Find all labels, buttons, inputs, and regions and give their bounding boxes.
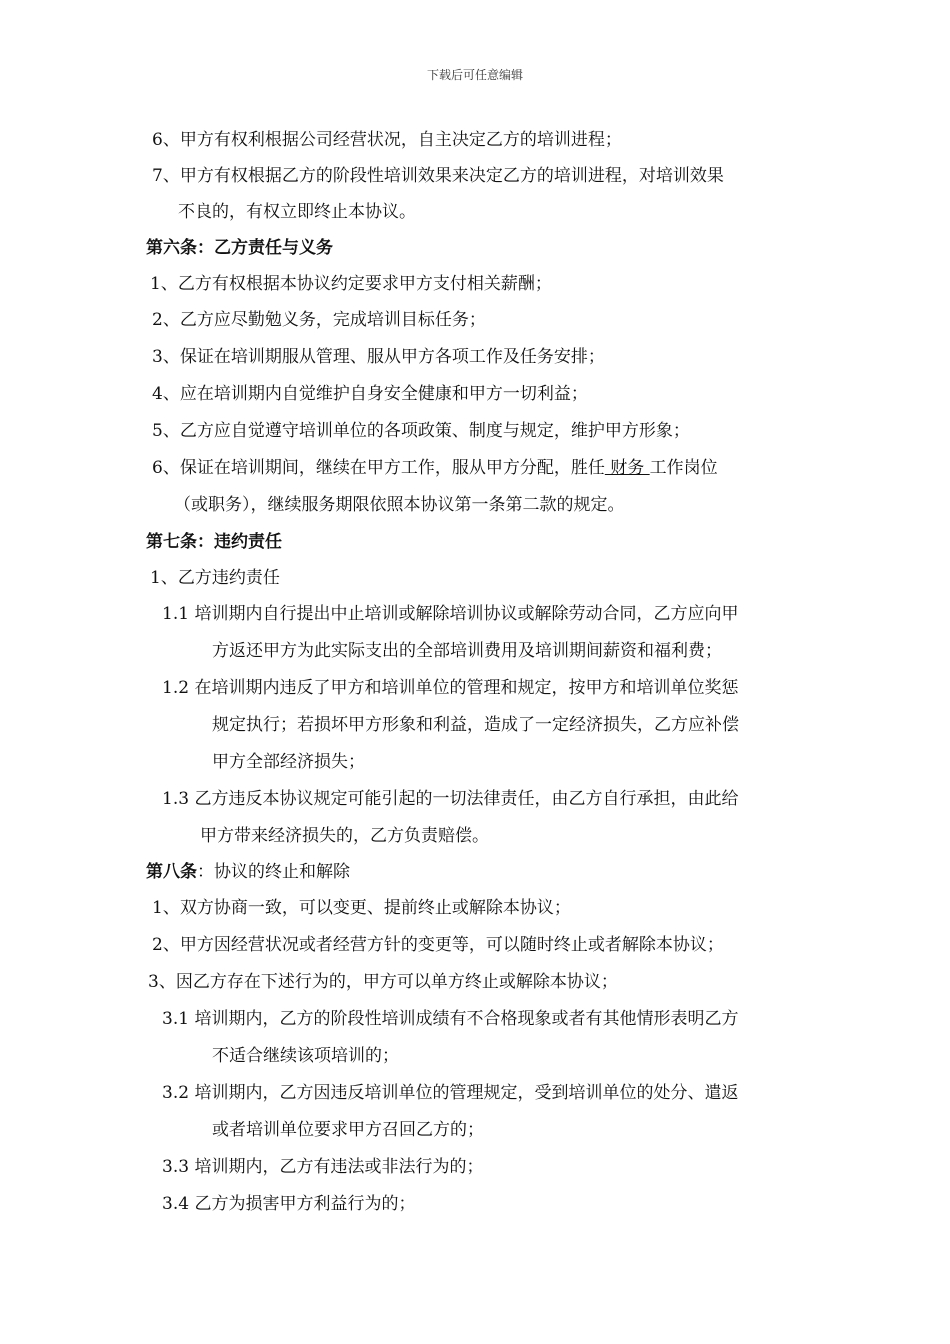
section-heading-8 xyxy=(146,860,350,884)
clause-list-item: 2、甲方因经营状况或者经营方针的变更等，可以随时终止或者解除本协议； xyxy=(152,935,724,955)
sub-clause-cont: 甲方带来经济损失的，乙方负责赔偿。 xyxy=(200,826,489,846)
job-post-blank: 财务 xyxy=(604,458,650,478)
sub-clause: 3.3 培训期内，乙方有违法或非法行为的； xyxy=(162,1157,484,1177)
clause-list-item: 2、乙方应尽勤勉义务，完成培训目标任务； xyxy=(152,310,486,330)
sub-clause-cont: 或者培训单位要求甲方召回乙方的； xyxy=(212,1120,484,1140)
clause-list-item: 3、因乙方存在下述行为的，甲方可以单方终止或解除本协议； xyxy=(148,972,618,992)
clause-list-item xyxy=(152,456,718,480)
clause-6-1: 6、甲方有权利根据公司经营状况，自主决定乙方的培训进程； xyxy=(152,130,622,150)
clause-list-item: 3、保证在培训期服从管理、服从甲方各项工作及任务安排； xyxy=(152,347,605,367)
section-label: 第八条 xyxy=(146,862,197,882)
sub-clause: 3.1 培训期内，乙方的阶段性培训成绩有不合格现象或者有其他情形表明乙方 xyxy=(162,1009,739,1029)
sub-clause-cont: 方返还甲方为此实际支出的全部培训费用及培训期间薪资和福利费； xyxy=(212,641,722,661)
clause-list-item: 5、乙方应自觉遵守培训单位的各项政策、制度与规定，维护甲方形象； xyxy=(152,421,690,441)
clause-list-item: 1、乙方违约责任 xyxy=(150,568,280,588)
clause-list-item: 1、双方协商一致，可以变更、提前终止或解除本协议； xyxy=(152,898,571,918)
sub-clause-cont: 规定执行；若损坏甲方形象和利益，造成了一定经济损失，乙方应补偿 xyxy=(212,715,739,735)
sub-clause-cont: 甲方全部经济损失； xyxy=(212,752,365,772)
section-heading-7: 第七条：违约责任 xyxy=(146,532,282,552)
clause-list-item-cont: （或职务），继续服务期限依照本协议第一条第二款的规定。 xyxy=(174,495,625,515)
clause-list-item: 1、乙方有权根据本协议约定要求甲方支付相关薪酬； xyxy=(150,274,552,294)
sub-clause: 1.1 培训期内自行提出中止培训或解除培训协议或解除劳动合同，乙方应向甲 xyxy=(162,604,739,624)
clause-text: 工作岗位 xyxy=(649,458,718,478)
clause-6-2: 7、甲方有权根据乙方的阶段性培训效果来决定乙方的培训进程，对培训效果 xyxy=(152,166,724,186)
sub-clause: 3.2 培训期内，乙方因违反培训单位的管理规定，受到培训单位的处分、遣返 xyxy=(162,1083,739,1103)
page-header: 下载后可任意编辑 xyxy=(426,68,523,82)
sub-clause: 1.2 在培训期内违反了甲方和培训单位的管理和规定，按甲方和培训单位奖惩 xyxy=(162,678,739,698)
clause-6-2-cont: 不良的，有权立即终止本协议。 xyxy=(178,202,416,222)
section-title: ：协议的终止和解除 xyxy=(197,862,350,882)
sub-clause: 3.4 乙方为损害甲方利益行为的； xyxy=(162,1194,416,1214)
section-heading-6: 第六条：乙方责任与义务 xyxy=(146,238,333,258)
clause-list-item: 4、应在培训期内自觉维护自身安全健康和甲方一切利益； xyxy=(152,384,588,404)
sub-clause-cont: 不适合继续该项培训的； xyxy=(212,1046,399,1066)
sub-clause: 1.3 乙方违反本协议规定可能引起的一切法律责任，由乙方自行承担，由此给 xyxy=(162,789,739,809)
clause-text: 6、保证在培训期间，继续在甲方工作，服从甲方分配，胜任 xyxy=(152,458,605,478)
